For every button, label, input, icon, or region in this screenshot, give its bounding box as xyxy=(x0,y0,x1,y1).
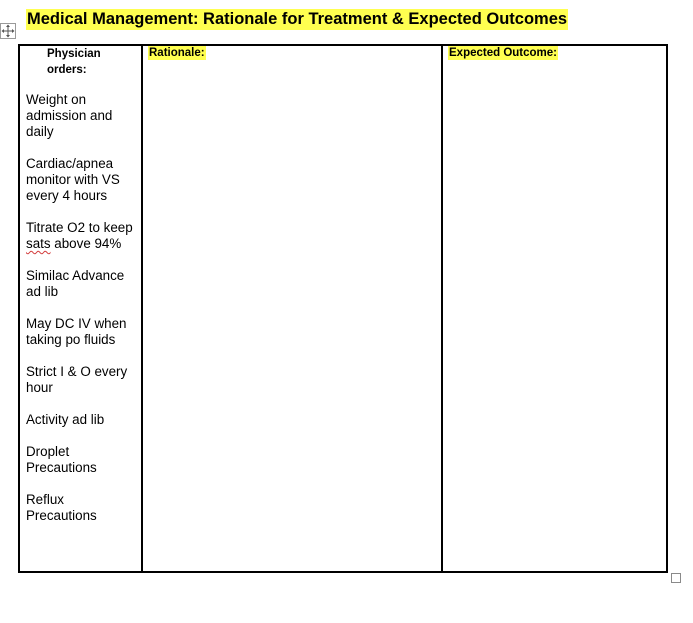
spellcheck-flagged-word[interactable]: sats xyxy=(26,236,51,251)
expected-outcome-column[interactable] xyxy=(443,46,666,571)
order-item: Similac Advance ad lib xyxy=(26,268,125,299)
table-move-handle-icon[interactable] xyxy=(0,23,16,39)
management-table xyxy=(18,44,668,573)
order-item: Activity ad lib xyxy=(26,412,105,427)
rationale-header: Rationale: xyxy=(149,47,205,59)
orders-list xyxy=(26,92,138,540)
order-item: Cardiac/apnea monitor with VS every 4 hours xyxy=(26,156,120,203)
order-item: May DC IV when taking po fluids xyxy=(26,316,127,347)
physician-orders-header: Physician orders: xyxy=(47,48,101,76)
order-item: Strict I & O every hour xyxy=(26,364,128,395)
order-text: Titrate O2 to keep xyxy=(26,220,133,235)
document-title: Medical Management: Rationale for Treatment & Expected Outcomes xyxy=(27,10,568,28)
order-item: Reflux Precautions xyxy=(26,492,97,523)
rationale-column[interactable] xyxy=(143,46,443,571)
physician-orders-column[interactable] xyxy=(20,46,143,571)
expected-outcome-header: Expected Outcome: xyxy=(449,47,557,59)
order-text: above 94% xyxy=(50,236,122,251)
order-item: Weight on admission and daily xyxy=(26,92,113,139)
order-item xyxy=(26,220,138,252)
order-item: Droplet Precautions xyxy=(26,444,97,475)
table-resize-handle-icon[interactable] xyxy=(671,573,681,583)
